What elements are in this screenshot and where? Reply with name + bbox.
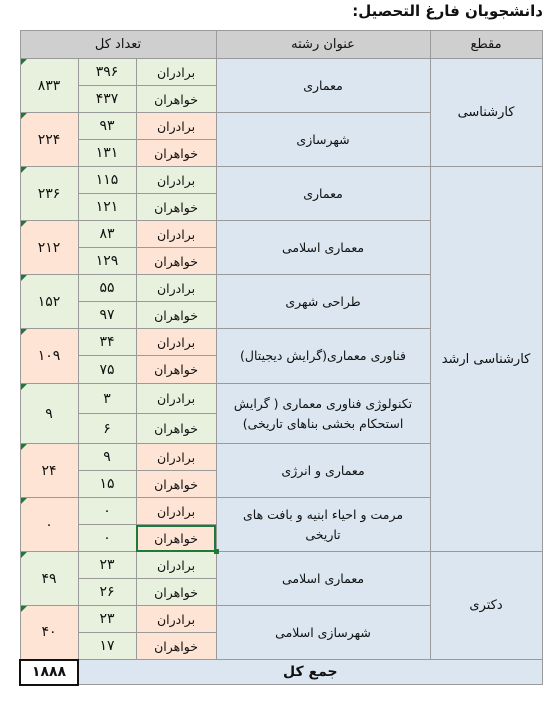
female-count[interactable]: ۱۲۱ [78,194,136,221]
gender-label[interactable]: برادران [136,167,216,194]
gender-label[interactable]: خواهران [136,302,216,329]
female-count[interactable]: ۱۳۱ [78,140,136,167]
gender-label[interactable]: برادران [136,59,216,86]
female-count[interactable]: ۰ [78,525,136,552]
footer-row [20,660,542,685]
female-count[interactable]: ۲۶ [78,579,136,606]
row-total-value: ۴۰ [41,624,57,641]
male-count[interactable]: ۸۳ [78,221,136,248]
male-count[interactable]: ۳۴ [78,329,136,356]
field-cell[interactable]: معماری و انرژی [216,444,430,498]
female-count[interactable]: ۷۵ [78,356,136,384]
gender-label[interactable]: خواهران [136,579,216,606]
male-count[interactable]: ۳۹۶ [78,59,136,86]
row-total-value: ۲۴ [41,462,57,479]
gender-label[interactable]: خواهران [136,194,216,221]
male-count[interactable]: ۳ [78,384,136,414]
row-total[interactable] [20,444,78,498]
note-marker-icon [21,167,27,173]
field-line-2: تاریخی [305,526,341,542]
male-count[interactable]: ۲۳ [78,606,136,633]
male-count[interactable]: ۲۳ [78,552,136,579]
note-marker-icon [21,384,27,390]
gender-label[interactable]: برادران [136,444,216,471]
male-count[interactable]: ۹ [78,444,136,471]
header-row [20,31,542,59]
degree-cell[interactable]: کارشناسی ارشد [430,167,542,552]
row-total[interactable] [20,113,78,167]
male-count[interactable]: ۵۵ [78,275,136,302]
gender-label[interactable]: خواهران [136,356,216,384]
note-marker-icon [21,498,27,504]
field-line-1: تکنولوژی فناوری معماری ( گرایش [233,396,413,412]
field-cell[interactable]: معماری [216,59,430,113]
gender-label[interactable]: برادران [136,221,216,248]
grand-total-value[interactable]: ۱۸۸۸ [20,660,78,685]
gender-label[interactable]: خواهران [136,414,216,444]
row-total[interactable] [20,275,78,329]
male-count[interactable]: ۹۳ [78,113,136,140]
note-marker-icon [21,606,27,612]
row-total[interactable] [20,384,78,444]
table-row [20,59,542,86]
female-count[interactable]: ۱۷ [78,633,136,660]
gender-label[interactable]: برادران [136,606,216,633]
note-marker-icon [21,275,27,281]
note-marker-icon [21,113,27,119]
gender-label[interactable]: خواهران [136,248,216,275]
gender-label[interactable]: برادران [136,275,216,302]
row-total-value: ۱۵۲ [37,293,61,310]
row-total-value: ۸۳۳ [37,77,61,94]
row-total-value: ۹ [45,405,53,422]
female-count[interactable]: ۱۵ [78,471,136,498]
page-title: دانشجویان فارغ التحصیل: [352,2,543,20]
row-total-value: ۰ [45,516,53,533]
field-cell[interactable] [216,384,430,444]
gender-label[interactable]: خواهران [136,633,216,660]
field-cell[interactable]: معماری اسلامی [216,221,430,275]
field-cell[interactable]: طراحی شهری [216,275,430,329]
field-cell[interactable]: شهرسازی [216,113,430,167]
grand-total-label[interactable]: جمع کل [78,660,542,685]
row-total[interactable] [20,552,78,606]
note-marker-icon [21,221,27,227]
header-field: عنوان رشته [216,31,430,59]
row-total-value: ۴۹ [41,570,57,587]
female-count[interactable]: ۹۷ [78,302,136,329]
table-row [20,552,542,579]
field-line-1: مرمت و احیاء ابنیه و بافت های [243,507,404,523]
gender-label[interactable]: برادران [136,552,216,579]
field-line-2: استحکام بخشی بناهای تاریخی) [242,415,404,431]
row-total-value: ۲۲۴ [37,131,61,148]
row-total-value: ۱۰۹ [37,348,61,364]
female-count[interactable]: ۶ [78,414,136,444]
row-total-value: ۲۱۲ [37,239,61,256]
male-count[interactable]: ۱۱۵ [78,167,136,194]
note-marker-icon [21,329,27,335]
field-cell[interactable]: فناوری معماری(گرایش دیجیتال) [216,329,430,384]
field-cell[interactable]: معماری اسلامی [216,552,430,606]
gender-label[interactable]: خواهران [136,471,216,498]
field-cell[interactable] [216,498,430,552]
row-total[interactable] [20,167,78,221]
field-cell[interactable]: معماری [216,167,430,221]
header-degree: مقطع [430,31,542,59]
row-total[interactable] [20,329,78,384]
selected-cell[interactable]: خواهران [136,525,216,552]
row-total-value: ۲۳۶ [37,185,61,202]
field-cell[interactable]: شهرسازی اسلامی [216,606,430,660]
row-total[interactable] [20,498,78,552]
gender-label[interactable]: برادران [136,113,216,140]
graduates-table [19,30,543,686]
degree-cell[interactable]: دکتری [430,552,542,660]
header-total: تعداد کل [20,31,216,59]
gender-label[interactable]: برادران [136,329,216,356]
note-marker-icon [21,552,27,558]
male-count[interactable]: ۰ [78,498,136,525]
female-count[interactable]: ۴۳۷ [78,86,136,113]
row-total[interactable] [20,59,78,113]
table-row [20,167,542,194]
note-marker-icon [21,444,27,450]
note-marker-icon [21,59,27,65]
row-total[interactable] [20,221,78,275]
gender-label[interactable]: خواهران [136,140,216,167]
gender-label[interactable]: خواهران [136,86,216,113]
row-total[interactable] [20,606,78,660]
female-count[interactable]: ۱۲۹ [78,248,136,275]
degree-cell[interactable]: کارشناسی [430,59,542,167]
gender-label[interactable]: برادران [136,498,216,525]
gender-label[interactable]: برادران [136,384,216,414]
